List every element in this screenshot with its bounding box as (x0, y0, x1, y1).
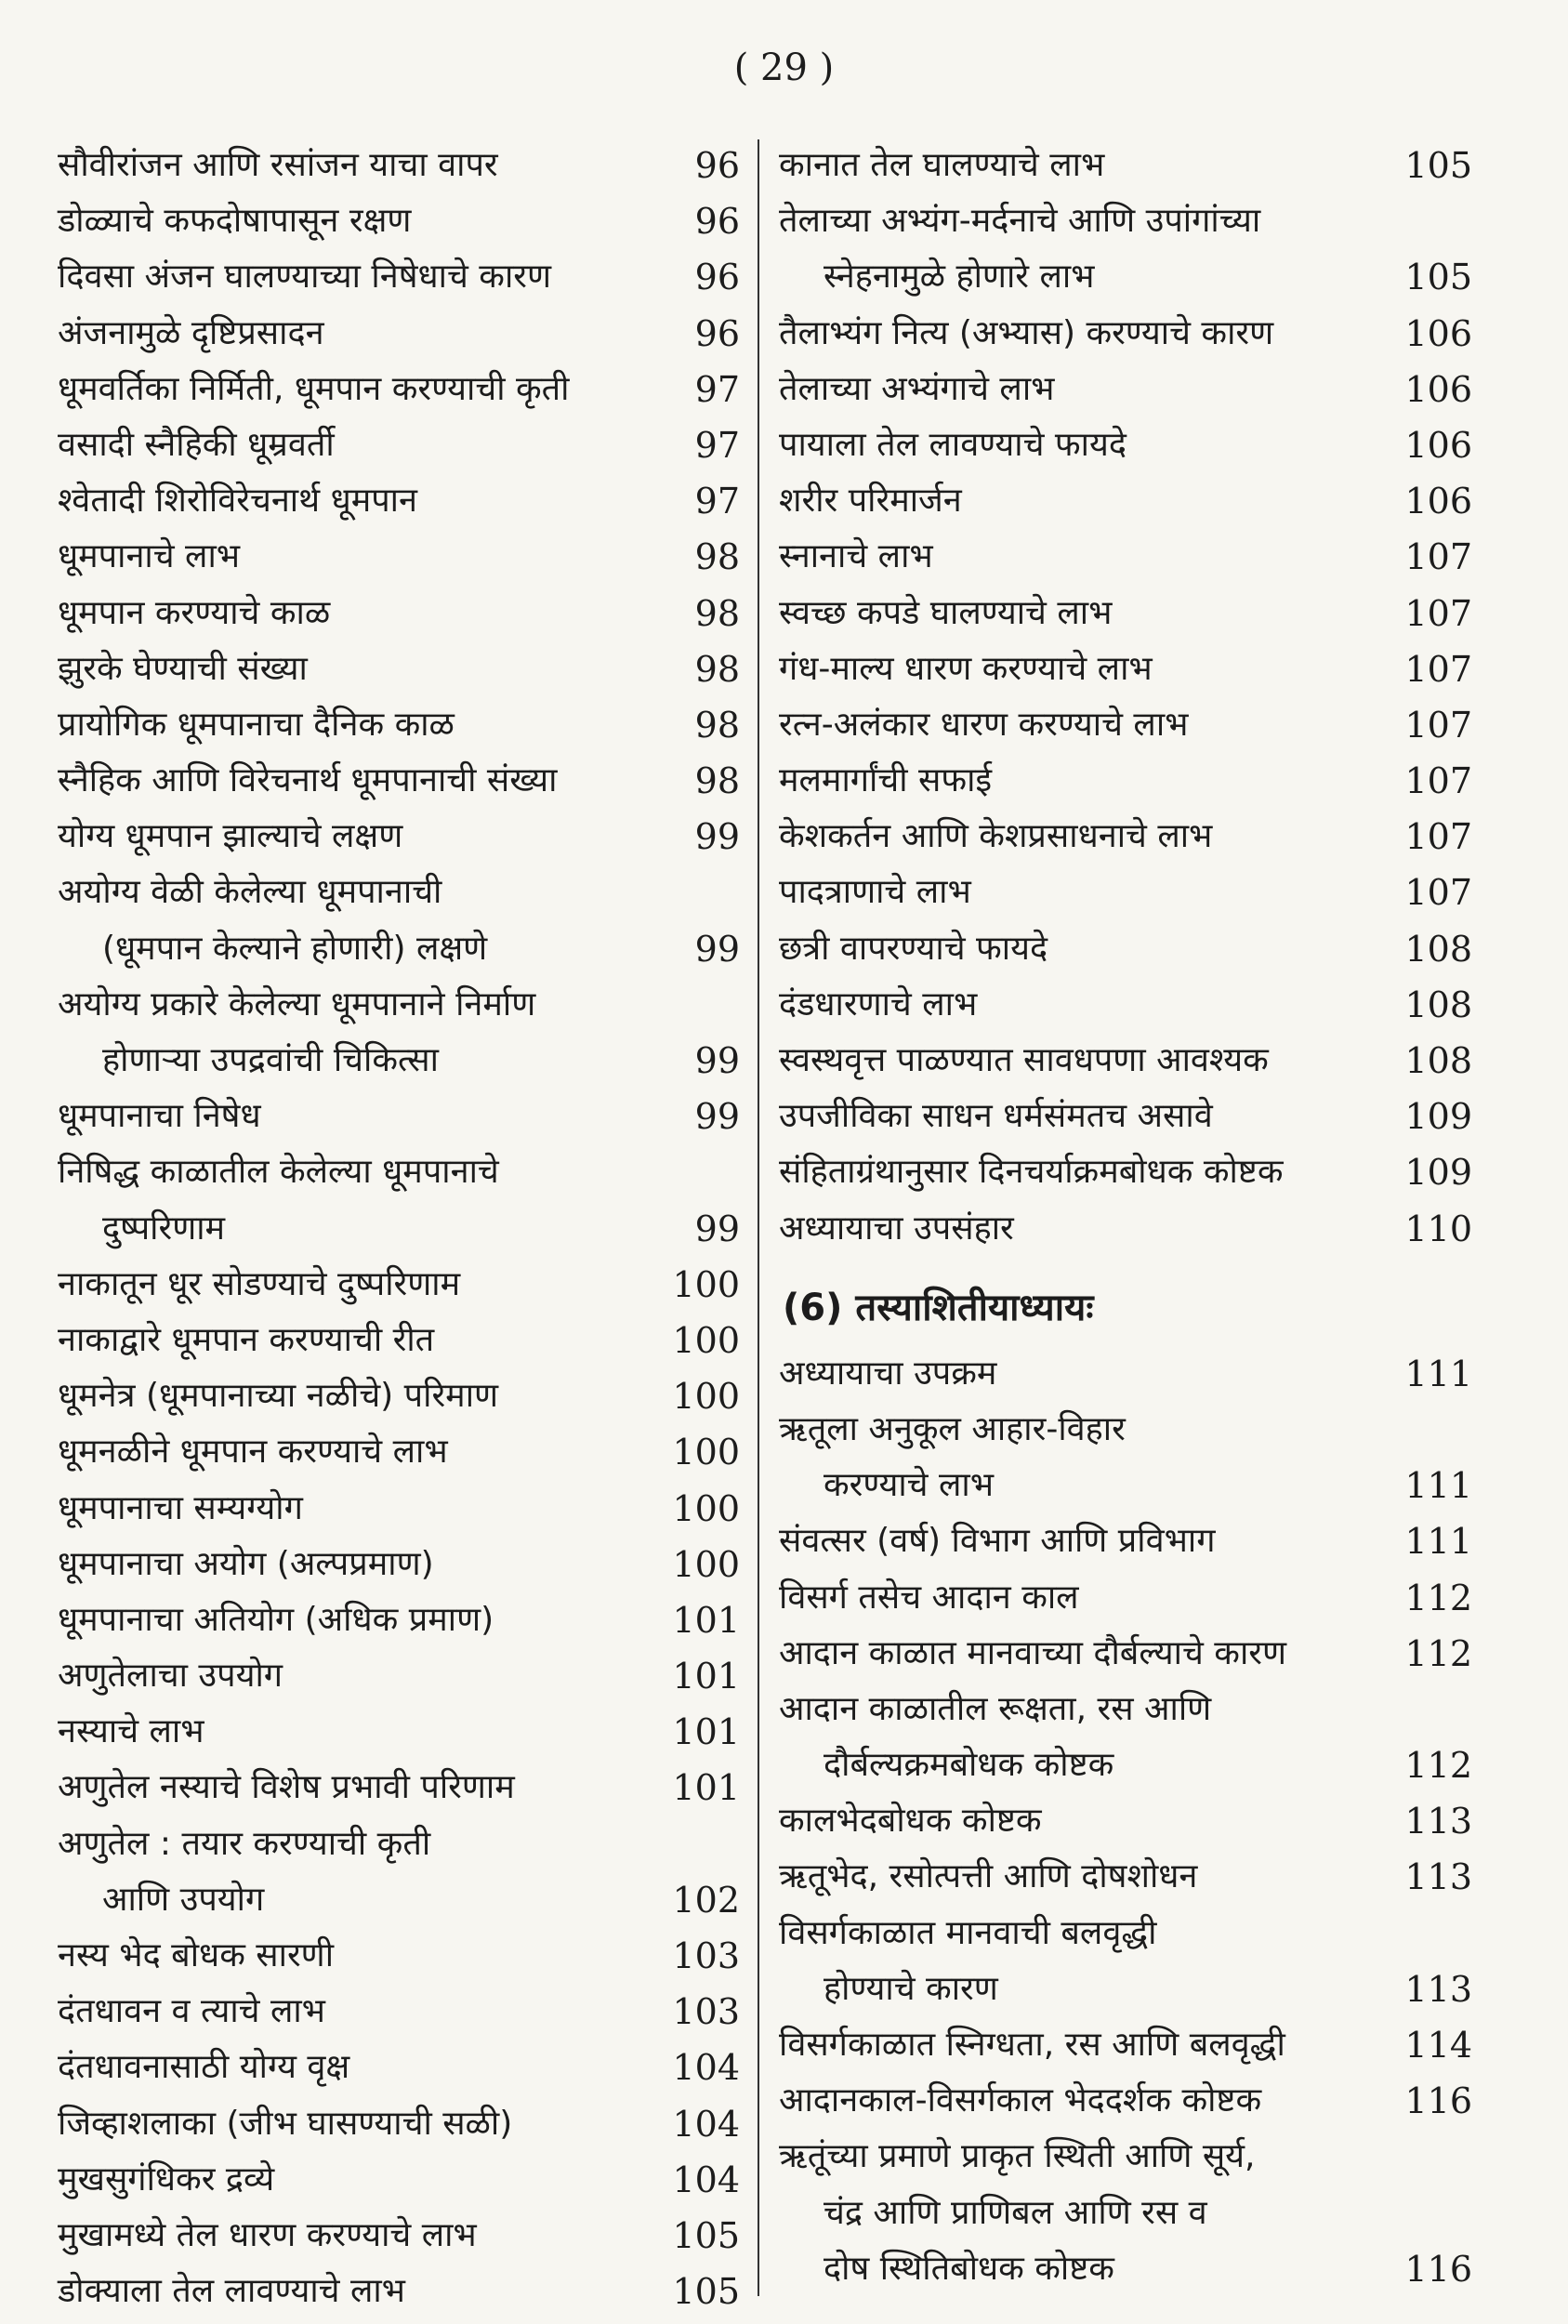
entry-title: अंजनामुळे दृष्टिप्रसादन (58, 313, 324, 352)
entry-page-number: 106 (1404, 368, 1472, 410)
entry-title: ऋतूंच्या प्रमाणे प्राकृत स्थिती आणि सूर्य, (779, 2137, 1256, 2176)
toc-entry (58, 193, 740, 249)
entry-page-number: 103 (672, 1935, 740, 1976)
toc-entry (779, 249, 1472, 305)
entry-page-number: 100 (672, 1543, 740, 1585)
toc-entry (58, 809, 740, 865)
entry-title: उपजीविका साधन धर्मसंमतच असावे (779, 1097, 1213, 1136)
toc-entry (58, 1424, 740, 1480)
entry-title: तेलाच्या अभ्यंग-मर्दनाचे आणि उपांगांच्या (779, 202, 1261, 241)
entry-page-number: 111 (1404, 1465, 1472, 1507)
toc-entry (58, 865, 740, 920)
toc-entry (58, 1033, 740, 1089)
entry-title: चंद्र आणि प्राणिबल आणि रस व (824, 2193, 1207, 2232)
toc-entry (779, 1682, 1472, 1737)
toc-entry (58, 921, 740, 977)
entry-title: दंडधारणाचे लाभ (779, 984, 978, 1023)
entry-page-number: 97 (694, 424, 740, 466)
toc-entry (58, 1313, 740, 1368)
entry-page-number: 99 (694, 816, 740, 858)
entry-title: गंध-माल्य धारण करण्याचे लाभ (779, 649, 1153, 688)
toc-entry (779, 865, 1472, 920)
toc-entry (58, 586, 740, 641)
entry-title: डोक्याला तेल लावण्याचे लाभ (58, 2272, 405, 2311)
entry-page-number: 107 (1404, 536, 1472, 578)
toc-entry (779, 362, 1472, 417)
entry-title: स्नेहनामुळे होणारे लाभ (824, 257, 1095, 297)
entry-page-number: 109 (1404, 1152, 1472, 1194)
entry-title: योग्य धूमपान झाल्याचे लक्षण (58, 817, 403, 856)
toc-entry (779, 1346, 1472, 1402)
entry-title: झुरके घेण्याची संख्या (58, 649, 308, 688)
entry-page-number: 106 (1404, 481, 1472, 522)
toc-entry (779, 2241, 1472, 2297)
toc-entry (58, 1537, 740, 1592)
entry-title: सौवीरांजन आणि रसांजन याचा वापर (58, 146, 498, 184)
toc-entry (779, 809, 1472, 865)
entry-title: दंतधावन व त्याचे लाभ (58, 1992, 325, 2031)
entry-title: धूमपानाचे लाभ (58, 537, 241, 576)
toc-entry (58, 753, 740, 809)
toc-entry (779, 641, 1472, 697)
entry-title: धूमवर्तिका निर्मिती, धूमपान करण्याची कृती (58, 369, 570, 408)
entry-page-number: 107 (1404, 816, 1472, 858)
entry-title: अयोग्य प्रकारे केलेल्या धूमपानाने निर्माण (58, 984, 536, 1023)
entry-title: शरीर परिमार्जन (779, 482, 962, 521)
toc-entry (779, 1849, 1472, 1905)
toc-entry (779, 1144, 1472, 1200)
entry-title: तैलाभ्यंग नित्य (अभ्यास) करण्याचे कारण (779, 313, 1274, 352)
entry-title: संवत्सर (वर्ष) विभाग आणि प्रविभाग (779, 1522, 1216, 1561)
toc-entry (58, 1368, 740, 1424)
entry-title: विसर्गकाळात स्निग्धता, रस आणि बलवृद्धी (779, 2026, 1285, 2064)
entry-page-number: 114 (1404, 2025, 1472, 2066)
entry-title: दुष्परिणाम (102, 1208, 226, 1248)
entry-title: धूमपानाचा निषेध (58, 1097, 261, 1136)
entry-page-number: 107 (1404, 760, 1472, 802)
toc-entry (779, 697, 1472, 753)
entry-title: धूमपानाचा सम्यग्योग (58, 1488, 303, 1527)
entry-title: धूमनळीने धूमपान करण्याचे लाभ (58, 1433, 448, 1472)
toc-entry (58, 138, 740, 193)
entry-page-number: 107 (1404, 704, 1472, 746)
entry-page-number: 111 (1404, 1353, 1472, 1394)
entry-page-number: 108 (1404, 1040, 1472, 1081)
toc-entry (779, 529, 1472, 585)
toc-entry (779, 1737, 1472, 1793)
entry-title: ऋतूभेद, रसोत्पत्ती आणि दोषशोधन (779, 1857, 1198, 1896)
entry-title: कानात तेल घालण्याचे लाभ (779, 146, 1105, 184)
entry-title: मुखामध्ये तेल धारण करण्याचे लाभ (58, 2215, 477, 2254)
toc-entry (58, 1648, 740, 1704)
entry-page-number: 109 (1404, 1096, 1472, 1138)
toc-right-column (779, 138, 1472, 2297)
toc-entry (779, 138, 1472, 193)
toc-entry (779, 473, 1472, 529)
entry-page-number: 111 (1404, 1521, 1472, 1563)
toc-entry (58, 306, 740, 362)
entry-page-number: 108 (1404, 928, 1472, 970)
toc-entry (58, 529, 740, 585)
toc-entry (58, 641, 740, 697)
toc-entry (779, 2185, 1472, 2241)
entry-title: पायाला तेल लावण्याचे फायदे (779, 425, 1127, 464)
entry-title: होणाऱ्या उपद्रवांची चिकित्सा (102, 1041, 439, 1079)
toc-entry (58, 1704, 740, 1760)
entry-page-number: 112 (1404, 1632, 1472, 1674)
entry-page-number: 99 (694, 928, 740, 970)
entry-page-number: 98 (694, 592, 740, 634)
entry-page-number: 98 (694, 760, 740, 802)
entry-page-number: 113 (1404, 1968, 1472, 2010)
entry-title: धूमपान करण्याचे काळ (58, 593, 331, 632)
entry-page-number: 99 (694, 1096, 740, 1138)
toc-entry (58, 2264, 740, 2319)
entry-title: धूमपानाचा अतियोग (अधिक प्रमाण) (58, 1600, 494, 1639)
entry-title: अणुतेल नस्याचे विशेष प्रभावी परिणाम (58, 1768, 515, 1807)
toc-entry (779, 193, 1472, 249)
entry-title: अणुतेल : तयार करण्याची कृती (58, 1824, 431, 1863)
toc-entry (58, 977, 740, 1033)
entry-page-number: 101 (672, 1711, 740, 1753)
toc-entry (58, 1089, 740, 1144)
entry-page-number: 103 (672, 1991, 740, 2033)
toc-entry (58, 417, 740, 473)
entry-title: स्नैहिक आणि विरेचनार्थ धूमपानाची संख्या (58, 761, 558, 800)
entry-title: छत्री वापरण्याचे फायदे (779, 929, 1048, 968)
entry-title: स्वच्छ कपडे घालण्याचे लाभ (779, 593, 1113, 632)
entry-page-number: 96 (694, 201, 740, 243)
entry-page-number: 108 (1404, 984, 1472, 1025)
toc-entry (779, 1906, 1472, 1961)
toc-entry (58, 1816, 740, 1872)
entry-page-number: 100 (672, 1376, 740, 1418)
page-number: ( 29 ) (733, 46, 835, 89)
entry-page-number: 112 (1404, 1745, 1472, 1787)
toc-entry (58, 1257, 740, 1313)
toc-entry (779, 921, 1472, 977)
toc-entry (779, 1793, 1472, 1849)
entry-title: मुखसुगंधिकर द्रव्ये (58, 2159, 275, 2199)
toc-left-column (58, 138, 740, 2319)
toc-entry (58, 2096, 740, 2152)
toc-entry (58, 1201, 740, 1257)
entry-page-number: 100 (672, 1263, 740, 1305)
entry-page-number: 98 (694, 648, 740, 690)
entry-page-number: 113 (1404, 1801, 1472, 1842)
entry-page-number: 97 (694, 368, 740, 410)
entry-title: विसर्ग तसेच आदान काल (779, 1578, 1079, 1617)
toc-entry (779, 417, 1472, 473)
entry-page-number: 100 (672, 1487, 740, 1529)
entry-title: कालभेदबोधक कोष्टक (779, 1802, 1042, 1841)
toc-entry (779, 1570, 1472, 1626)
entry-title: अयोग्य वेळी केलेल्या धूमपानाची (58, 873, 442, 912)
toc-right-bottom-group (779, 1346, 1472, 2297)
entry-page-number: 98 (694, 704, 740, 746)
toc-entry (779, 1089, 1472, 1144)
entry-page-number: 97 (694, 481, 740, 522)
entry-title: करण्याचे लाभ (824, 1466, 995, 1505)
toc-right-top-group (779, 138, 1472, 1257)
entry-title: केशकर्तन आणि केशप्रसाधनाचे लाभ (779, 817, 1213, 856)
toc-entry (779, 586, 1472, 641)
toc-entry (58, 362, 740, 417)
toc-entry (779, 1402, 1472, 1458)
toc-entry (58, 2152, 740, 2208)
entry-title: अध्यायाचा उपसंहार (779, 1208, 1014, 1248)
entry-title: आणि उपयोग (102, 1880, 265, 1919)
entry-page-number: 112 (1404, 1577, 1472, 1618)
toc-entry (58, 1592, 740, 1648)
toc-entry (58, 697, 740, 753)
toc-entry (58, 473, 740, 529)
toc-entry (58, 2040, 740, 2095)
entry-page-number: 96 (694, 257, 740, 298)
entry-title: विसर्गकाळात मानवाची बलवृद्धी (779, 1913, 1157, 1952)
entry-title: नस्य भेद बोधक सारणी (58, 1936, 335, 1974)
entry-page-number: 99 (694, 1208, 740, 1249)
entry-page-number: 96 (694, 145, 740, 186)
entry-page-number: 107 (1404, 648, 1472, 690)
entry-title: दिवसा अंजन घालण्याच्या निषेधाचे कारण (58, 257, 552, 297)
toc-entry (779, 2129, 1472, 2185)
entry-title: दंतधावनासाठी योग्य वृक्ष (58, 2048, 350, 2087)
entry-page-number: 102 (672, 1879, 740, 1921)
entry-title: नाकाद्वारे धूमपान करण्याची रीत (58, 1320, 435, 1359)
entry-page-number: 101 (672, 1599, 740, 1641)
entry-page-number: 100 (672, 1432, 740, 1473)
toc-entry (779, 1513, 1472, 1569)
entry-title: संहिताग्रंथानुसार दिनचर्याक्रमबोधक कोष्टक (779, 1153, 1284, 1192)
entry-page-number: 107 (1404, 872, 1472, 914)
toc-entry (58, 249, 740, 305)
toc-entry (779, 306, 1472, 362)
entry-title: रत्न-अलंकार धारण करण्याचे लाभ (779, 705, 1189, 744)
entry-title: जिव्हाशलाका (जीभ घासण्याची सळी) (58, 2104, 513, 2143)
entry-title: (धूमपान केल्याने होणारी) लक्षणे (102, 929, 488, 968)
entry-page-number: 105 (672, 2214, 740, 2256)
toc-entry (58, 1481, 740, 1537)
entry-title: मलमार्गांची सफाई (779, 761, 993, 800)
entry-page-number: 101 (672, 1767, 740, 1809)
toc-entry (779, 977, 1472, 1033)
entry-page-number: 105 (672, 2271, 740, 2313)
entry-page-number: 105 (1404, 257, 1472, 298)
entry-page-number: 106 (1404, 312, 1472, 354)
entry-title: प्रायोगिक धूमपानाचा दैनिक काळ (58, 705, 455, 744)
toc-entry (779, 1201, 1472, 1257)
chapter-heading: (6) तस्याशितीयाध्यायः (783, 1286, 1094, 1329)
entry-title: दौर्बल्यक्रमबोधक कोष्टक (824, 1746, 1114, 1785)
entry-page-number: 116 (1404, 2248, 1472, 2290)
entry-title: धूमपानाचा अयोग (अल्पप्रमाण) (58, 1544, 434, 1583)
entry-page-number: 104 (672, 2047, 740, 2089)
toc-entry (58, 1984, 740, 2040)
entry-title: दोष स्थितिबोधक कोष्टक (824, 2249, 1114, 2288)
entry-title: डोळ्याचे कफदोषापासून रक्षण (58, 202, 412, 241)
entry-title: पादत्राणाचे लाभ (779, 873, 971, 912)
toc-entry (779, 1033, 1472, 1089)
toc-entry (779, 2073, 1472, 2129)
entry-title: धूमनेत्र (धूमपानाच्या नळीचे) परिमाण (58, 1377, 499, 1416)
entry-page-number: 105 (1404, 145, 1472, 186)
entry-title: स्वस्थवृत्त पाळण्यात सावधपणा आवश्यक (779, 1041, 1269, 1079)
entry-title: नाकातून धूर सोडण्याचे दुष्परिणाम (58, 1264, 461, 1303)
entry-title: ऋतूला अनुकूल आहार-विहार (779, 1409, 1126, 1448)
entry-title: आदान काळातील रूक्षता, रस आणि (779, 1689, 1212, 1728)
entry-page-number: 107 (1404, 592, 1472, 634)
toc-entry (779, 1626, 1472, 1682)
column-divider (758, 139, 759, 2296)
entry-title: वसादी स्नैहिकी धूम्रवर्ती (58, 425, 335, 464)
toc-entry (58, 1144, 740, 1200)
entry-page-number: 110 (1404, 1208, 1472, 1249)
entry-page-number: 98 (694, 536, 740, 578)
entry-title: अणुतेलाचा उपयोग (58, 1657, 283, 1696)
entry-page-number: 113 (1404, 1856, 1472, 1898)
toc-entry (779, 2017, 1472, 2073)
entry-title: निषिद्ध काळातील केलेल्या धूमपानाचे (58, 1153, 499, 1192)
toc-entry (58, 1760, 740, 1816)
toc-entry (779, 753, 1472, 809)
entry-title: होण्याचे कारण (824, 1969, 998, 2008)
entry-page-number: 116 (1404, 2080, 1472, 2122)
entry-page-number: 106 (1404, 424, 1472, 466)
entry-title: आदान काळात मानवाच्या दौर्बल्याचे कारण (779, 1633, 1287, 1672)
entry-title: अध्यायाचा उपक्रम (779, 1353, 997, 1393)
toc-entry (779, 1961, 1472, 2017)
entry-title: तेलाच्या अभ्यंगाचे लाभ (779, 369, 1055, 408)
entry-page-number: 99 (694, 1040, 740, 1081)
entry-title: आदानकाल-विसर्गकाल भेददर्शक कोष्टक (779, 2081, 1262, 2120)
entry-page-number: 101 (672, 1656, 740, 1697)
toc-entry (779, 1458, 1472, 1513)
toc-entry (58, 1928, 740, 1984)
toc-entry (58, 2208, 740, 2264)
entry-page-number: 104 (672, 2159, 740, 2200)
entry-title: श्वेतादी शिरोविरेचनार्थ धूमपान (58, 482, 417, 521)
entry-page-number: 100 (672, 1319, 740, 1361)
entry-title: नस्याचे लाभ (58, 1712, 204, 1751)
entry-page-number: 104 (672, 2103, 740, 2145)
entry-page-number: 96 (694, 312, 740, 354)
toc-entry (58, 1872, 740, 1928)
entry-title: स्नानाचे लाभ (779, 537, 933, 576)
